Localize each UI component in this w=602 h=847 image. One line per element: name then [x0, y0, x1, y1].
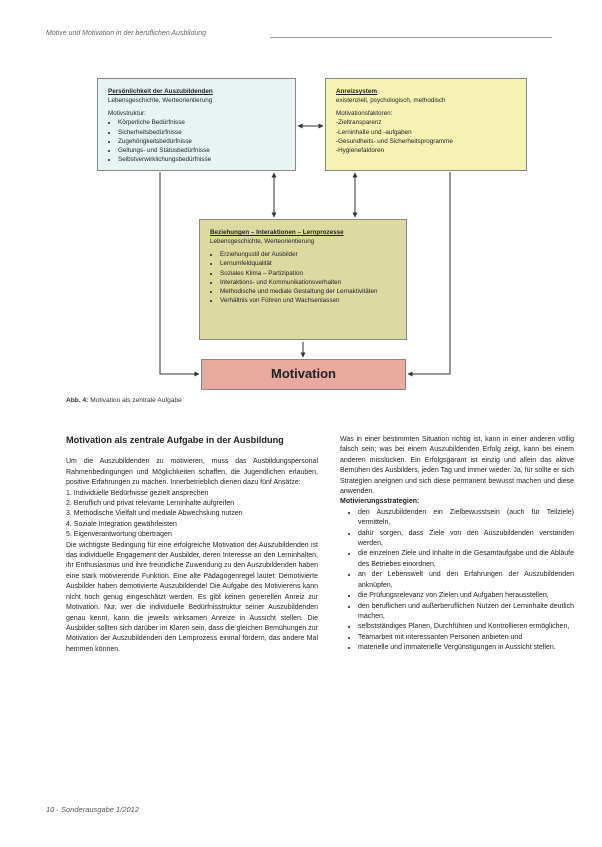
list-item: • an der Lebenswelt und den Erfahrungen der Auszubildenden anknüpfen, [358, 570, 574, 591]
article-heading: Motivation als zentrale Aufgabe in der Ausbildung [66, 435, 284, 445]
box-subtitle: existenziell, psychologisch, methodisch [336, 97, 446, 105]
box-item: • Soziales Klima – Partizipation [220, 269, 396, 278]
running-header: Motive und Motivation in der beruflichen Ausbildung [46, 30, 207, 37]
list-item: 2. Beruflich und privat relevante Lerninhalte aufgreifen [66, 500, 235, 508]
box-item: • Geltungs- und Statusbedürfnisse [118, 146, 285, 155]
box-item: • Zugehörigkeitsbedürfnisse [118, 137, 285, 146]
list-item: 1. Individuelle Bedürfnisse gezielt ansprechen [66, 489, 209, 497]
box-item: • Erziehungsstil der Ausbilder [220, 250, 396, 259]
right-paragraph: Was in einer bestimmten Situation richtig ist, kann in einer anderen völlig falsch sein; was bei einem Auszubildenden Erfolg zeigt, kann bei einem anderen misslücken. Ein Erfolgsgarant ist einzig und allein das aktive Bemühen des Ausbilders, jeden Tag und immer wieder. Ja, für sollte er sich Strategien aneignen und sich diese permanent bewusst machen und diese anwenden. [340, 436, 574, 496]
right-column [340, 435, 574, 654]
figure-caption [66, 397, 182, 404]
arrow-box2-motivation [408, 172, 450, 374]
diagram-box-relationships [199, 219, 407, 340]
box-item: • Körperliche Bedürfnisse [118, 118, 285, 127]
box-subtitle: Lebensgeschichte, Werteorientierung [108, 97, 213, 105]
box-item: -Zieltransparenz [336, 119, 382, 127]
box-subtitle: Lebensgeschichte, Werteorientierung [210, 238, 315, 246]
box-item: • Verhältnis von Führen und Wachsenlassen [220, 296, 396, 305]
list-item: • den beruflichen und außerberuflichen Nutzen der Lerninhalte deutlich machen, [358, 602, 574, 623]
strategies-list [340, 508, 574, 654]
caption-label: Abb. 4: [66, 397, 89, 404]
diagram-box-personality [97, 78, 296, 171]
list-item: • materielle und immaterielle Vergünstigungen in Aussicht stellen. [358, 643, 574, 653]
strategies-heading: Motivierungsstrategien: [340, 498, 420, 506]
motivation-label: Motivation [271, 366, 336, 382]
box-item: • Interaktions- und Kommunikationsverhalten [220, 278, 396, 287]
list-item: • dafür sorgen, dass Ziele von den Auszubildenden verstanden werden, [358, 529, 574, 550]
caption-text: Motivation als zentrale Aufgabe [90, 397, 182, 404]
box-item: • Lernumfeldqualität [220, 259, 396, 268]
list-item: • die Prüfungsrelevanz von Zielen und Aufgaben herausstellen, [358, 591, 574, 601]
left-column [66, 435, 318, 655]
diagram-box-incentive-system [325, 78, 527, 171]
box-item: • Selbstverwirklichungsbedürfnisse [118, 155, 285, 164]
box-item: • Methodische und mediale Gestaltung der Lernaktivitäten [220, 287, 396, 296]
list-item: 5. Eigenverantwortung übertragen [66, 531, 172, 539]
box-title: Beziehungen – Interaktionen – Lernprozesse [210, 229, 344, 236]
box-item: • Sicherheitsbedürfnisse [118, 128, 285, 137]
intro-paragraph: Um die Auszubildenden zu motivieren, muss das Ausbildungspersonal Rahmenbedingungen und Möglichkeiten schaffen, die Jugendlichen erlauben, positive Erfahrungen zu machen. Innerbetrieblich dienen dazu fünf Ansätze: [66, 458, 318, 487]
approaches-list [66, 489, 318, 541]
box-item: -Lerninhalte und -aufgaben [336, 128, 412, 136]
box-section-label: Motivationsfaktoren: [336, 110, 393, 118]
page-footer: 10 · Sonderausgabe 1/2012 [46, 805, 139, 814]
list-item: • die einzelnen Ziele und Inhalte in die Gesamtaufgabe und die Abläufe des Betriebes einordnen, [358, 549, 574, 570]
box-section-label: Motivstruktur: [108, 110, 146, 118]
box-title: Anreizsystem [336, 88, 377, 95]
box-title: Persönlichkeit der Auszubildenden [108, 88, 213, 95]
list-item: 4. Soziale Integration gewährleisten [66, 520, 177, 528]
box-item: -Gesundheits- und Sicherheitsprogramme [336, 137, 453, 145]
list-item: • den Auszubildenden ein Zielbewusstsein (auch für Teilziele) vermitteln, [358, 508, 574, 529]
list-item: • selbstständiges Planen, Durchführen und Kontrollieren ermöglichen, [358, 622, 574, 632]
list-item: • Teamarbeit mit interessanten Personen anbieten und [358, 633, 574, 643]
arrow-box1-motivation [160, 172, 199, 374]
list-item: 3. Methodische Vielfalt und mediale Abwechslung nutzen [66, 510, 243, 518]
body-paragraph: Die wichtigste Bedingung für eine erfolgreiche Motivation der Auszubildenden ist das individuelle Engagement der Ausbilder, deren Interesse an den Lerninhalten, ihr Enthusiasmus und ihre freundliche Zuwendung zu den Auszubildenden haben eine stark motivierende Funktion. Eine alte Pädagogenregel lautet: Demotivierte Ausbilder haben demotivierte Auszubildende! Die Aufgabe des Motivierens kann nicht hoch genug eingeschätzt werden. Es gibt keinen generellen Anreiz zur Motivation. Nur, wer die individuelle Bedürfnisstruktur seiner Auszubildenden genau kennt, kann die jeweils wirksamen Anreize in Aussicht stellen. Die Ausbilder sollten sich darüber im Klaren sein, dass die gleichen Bemühungen zur Motivation der Auszubildenden den Lernprozess einmal fördern, das andere Mal hemmen können. [66, 541, 318, 653]
box-item: -Hygienefaktoren [336, 146, 384, 154]
diagram-box-motivation [201, 359, 406, 390]
